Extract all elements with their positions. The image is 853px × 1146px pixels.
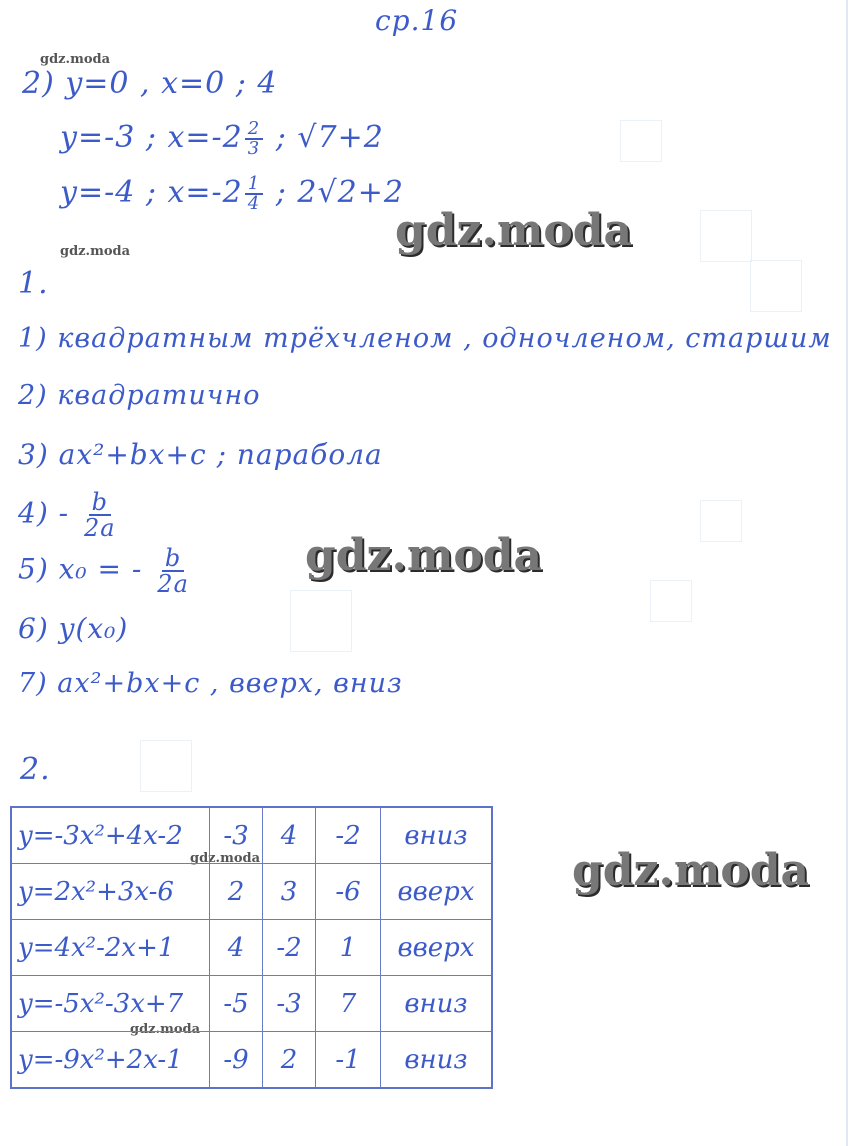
ghost-grid-mark bbox=[700, 500, 742, 542]
section-1-item-3: 3) ax²+bx+c ; парабола bbox=[18, 438, 383, 471]
direction-cell: вниз bbox=[381, 807, 493, 864]
answer-line-1: 2) y=0 , x=0 ; 4 bbox=[22, 66, 278, 101]
equation-cell: y=-3x²+4x-2 bbox=[11, 807, 210, 864]
fraction bbox=[81, 490, 119, 540]
answer-line-3 bbox=[60, 175, 404, 213]
page-number: ср.16 bbox=[375, 4, 459, 37]
coefficient-a-cell: 4 bbox=[210, 920, 263, 976]
fraction-numerator: 1 bbox=[245, 175, 263, 195]
equation-cell: y=2x²+3x-6 bbox=[11, 864, 210, 920]
ghost-grid-mark bbox=[700, 210, 752, 262]
watermark-small: gdz.moda bbox=[40, 52, 111, 67]
section-1-header: 1. bbox=[18, 266, 49, 301]
fraction bbox=[245, 175, 263, 213]
answer-line-2-pre: y=-3 ; x=-2 bbox=[60, 120, 243, 155]
equation-cell: y=4x²-2x+1 bbox=[11, 920, 210, 976]
coefficient-b-cell: -2 bbox=[263, 920, 316, 976]
coefficient-a-cell: -9 bbox=[210, 1032, 263, 1089]
watermark-small: gdz.moda bbox=[130, 1022, 201, 1037]
fraction-denominator: 2a bbox=[157, 570, 189, 598]
direction-cell: вверх bbox=[381, 864, 493, 920]
watermark-large: gdz.moda bbox=[572, 845, 810, 896]
direction-cell: вниз bbox=[381, 976, 493, 1032]
fraction bbox=[245, 120, 263, 158]
coefficient-c-cell: -1 bbox=[316, 1032, 381, 1089]
watermark-large: gdz.moda bbox=[395, 205, 633, 256]
fraction-denominator: 2a bbox=[84, 514, 116, 542]
item-4-prefix: 4) - bbox=[18, 496, 70, 530]
table-row bbox=[11, 976, 492, 1032]
coefficient-c-cell: -6 bbox=[316, 864, 381, 920]
coefficients-table bbox=[10, 806, 493, 1089]
ghost-grid-mark bbox=[620, 120, 662, 162]
coefficient-a-cell: -3 bbox=[210, 807, 263, 864]
coefficient-b-cell: 4 bbox=[263, 807, 316, 864]
table-row bbox=[11, 807, 492, 864]
coefficient-c-cell: 7 bbox=[316, 976, 381, 1032]
fraction-denominator: 3 bbox=[247, 138, 261, 159]
ghost-grid-mark bbox=[750, 260, 802, 312]
ghost-grid-mark bbox=[140, 740, 192, 792]
section-1-item-7: 7) ax²+bx+c , вверх, вниз bbox=[18, 668, 403, 699]
coefficient-a-cell: -5 bbox=[210, 976, 263, 1032]
table-row bbox=[11, 1032, 492, 1089]
direction-cell: вверх bbox=[381, 920, 493, 976]
coefficient-a-cell: 2 bbox=[210, 864, 263, 920]
table-row bbox=[11, 920, 492, 976]
coefficient-b-cell: 2 bbox=[263, 1032, 316, 1089]
coefficient-b-cell: 3 bbox=[263, 864, 316, 920]
coefficient-c-cell: -2 bbox=[316, 807, 381, 864]
section-1-item-2: 2) квадратично bbox=[18, 380, 261, 411]
watermark-large: gdz.moda bbox=[305, 530, 543, 581]
coefficient-c-cell: 1 bbox=[316, 920, 381, 976]
answer-line-2-post: ; √7+2 bbox=[275, 120, 384, 155]
answer-line-3-post: ; 2√2+2 bbox=[275, 175, 404, 210]
section-1-item-1: 1) квадратным трёхчленом , одночленом, старшим bbox=[18, 323, 832, 354]
equation-cell: y=-9x²+2x-1 bbox=[11, 1032, 210, 1089]
equation-cell: y=-5x²-3x+7 bbox=[11, 976, 210, 1032]
page-margin-line bbox=[846, 0, 848, 1146]
fraction bbox=[154, 546, 192, 596]
fraction-numerator: 2 bbox=[245, 120, 263, 140]
watermark-small: gdz.moda bbox=[60, 244, 131, 259]
section-1-item-5 bbox=[18, 546, 194, 596]
direction-cell: вниз bbox=[381, 1032, 493, 1089]
watermark-small: gdz.moda bbox=[190, 851, 261, 866]
section-1-item-4 bbox=[18, 490, 121, 540]
answer-line-3-pre: y=-4 ; x=-2 bbox=[60, 175, 243, 210]
coefficient-b-cell: -3 bbox=[263, 976, 316, 1032]
answer-line-2 bbox=[60, 120, 384, 158]
section-1-item-6: 6) y(x₀) bbox=[18, 612, 129, 645]
fraction-numerator: b bbox=[162, 546, 184, 572]
item-5-prefix: 5) x₀ = - bbox=[18, 552, 143, 586]
table-row bbox=[11, 864, 492, 920]
ghost-grid-mark bbox=[290, 590, 352, 652]
section-2-header: 2. bbox=[20, 752, 51, 787]
ghost-grid-mark bbox=[650, 580, 692, 622]
fraction-numerator: b bbox=[89, 490, 111, 516]
fraction-denominator: 4 bbox=[247, 193, 261, 214]
